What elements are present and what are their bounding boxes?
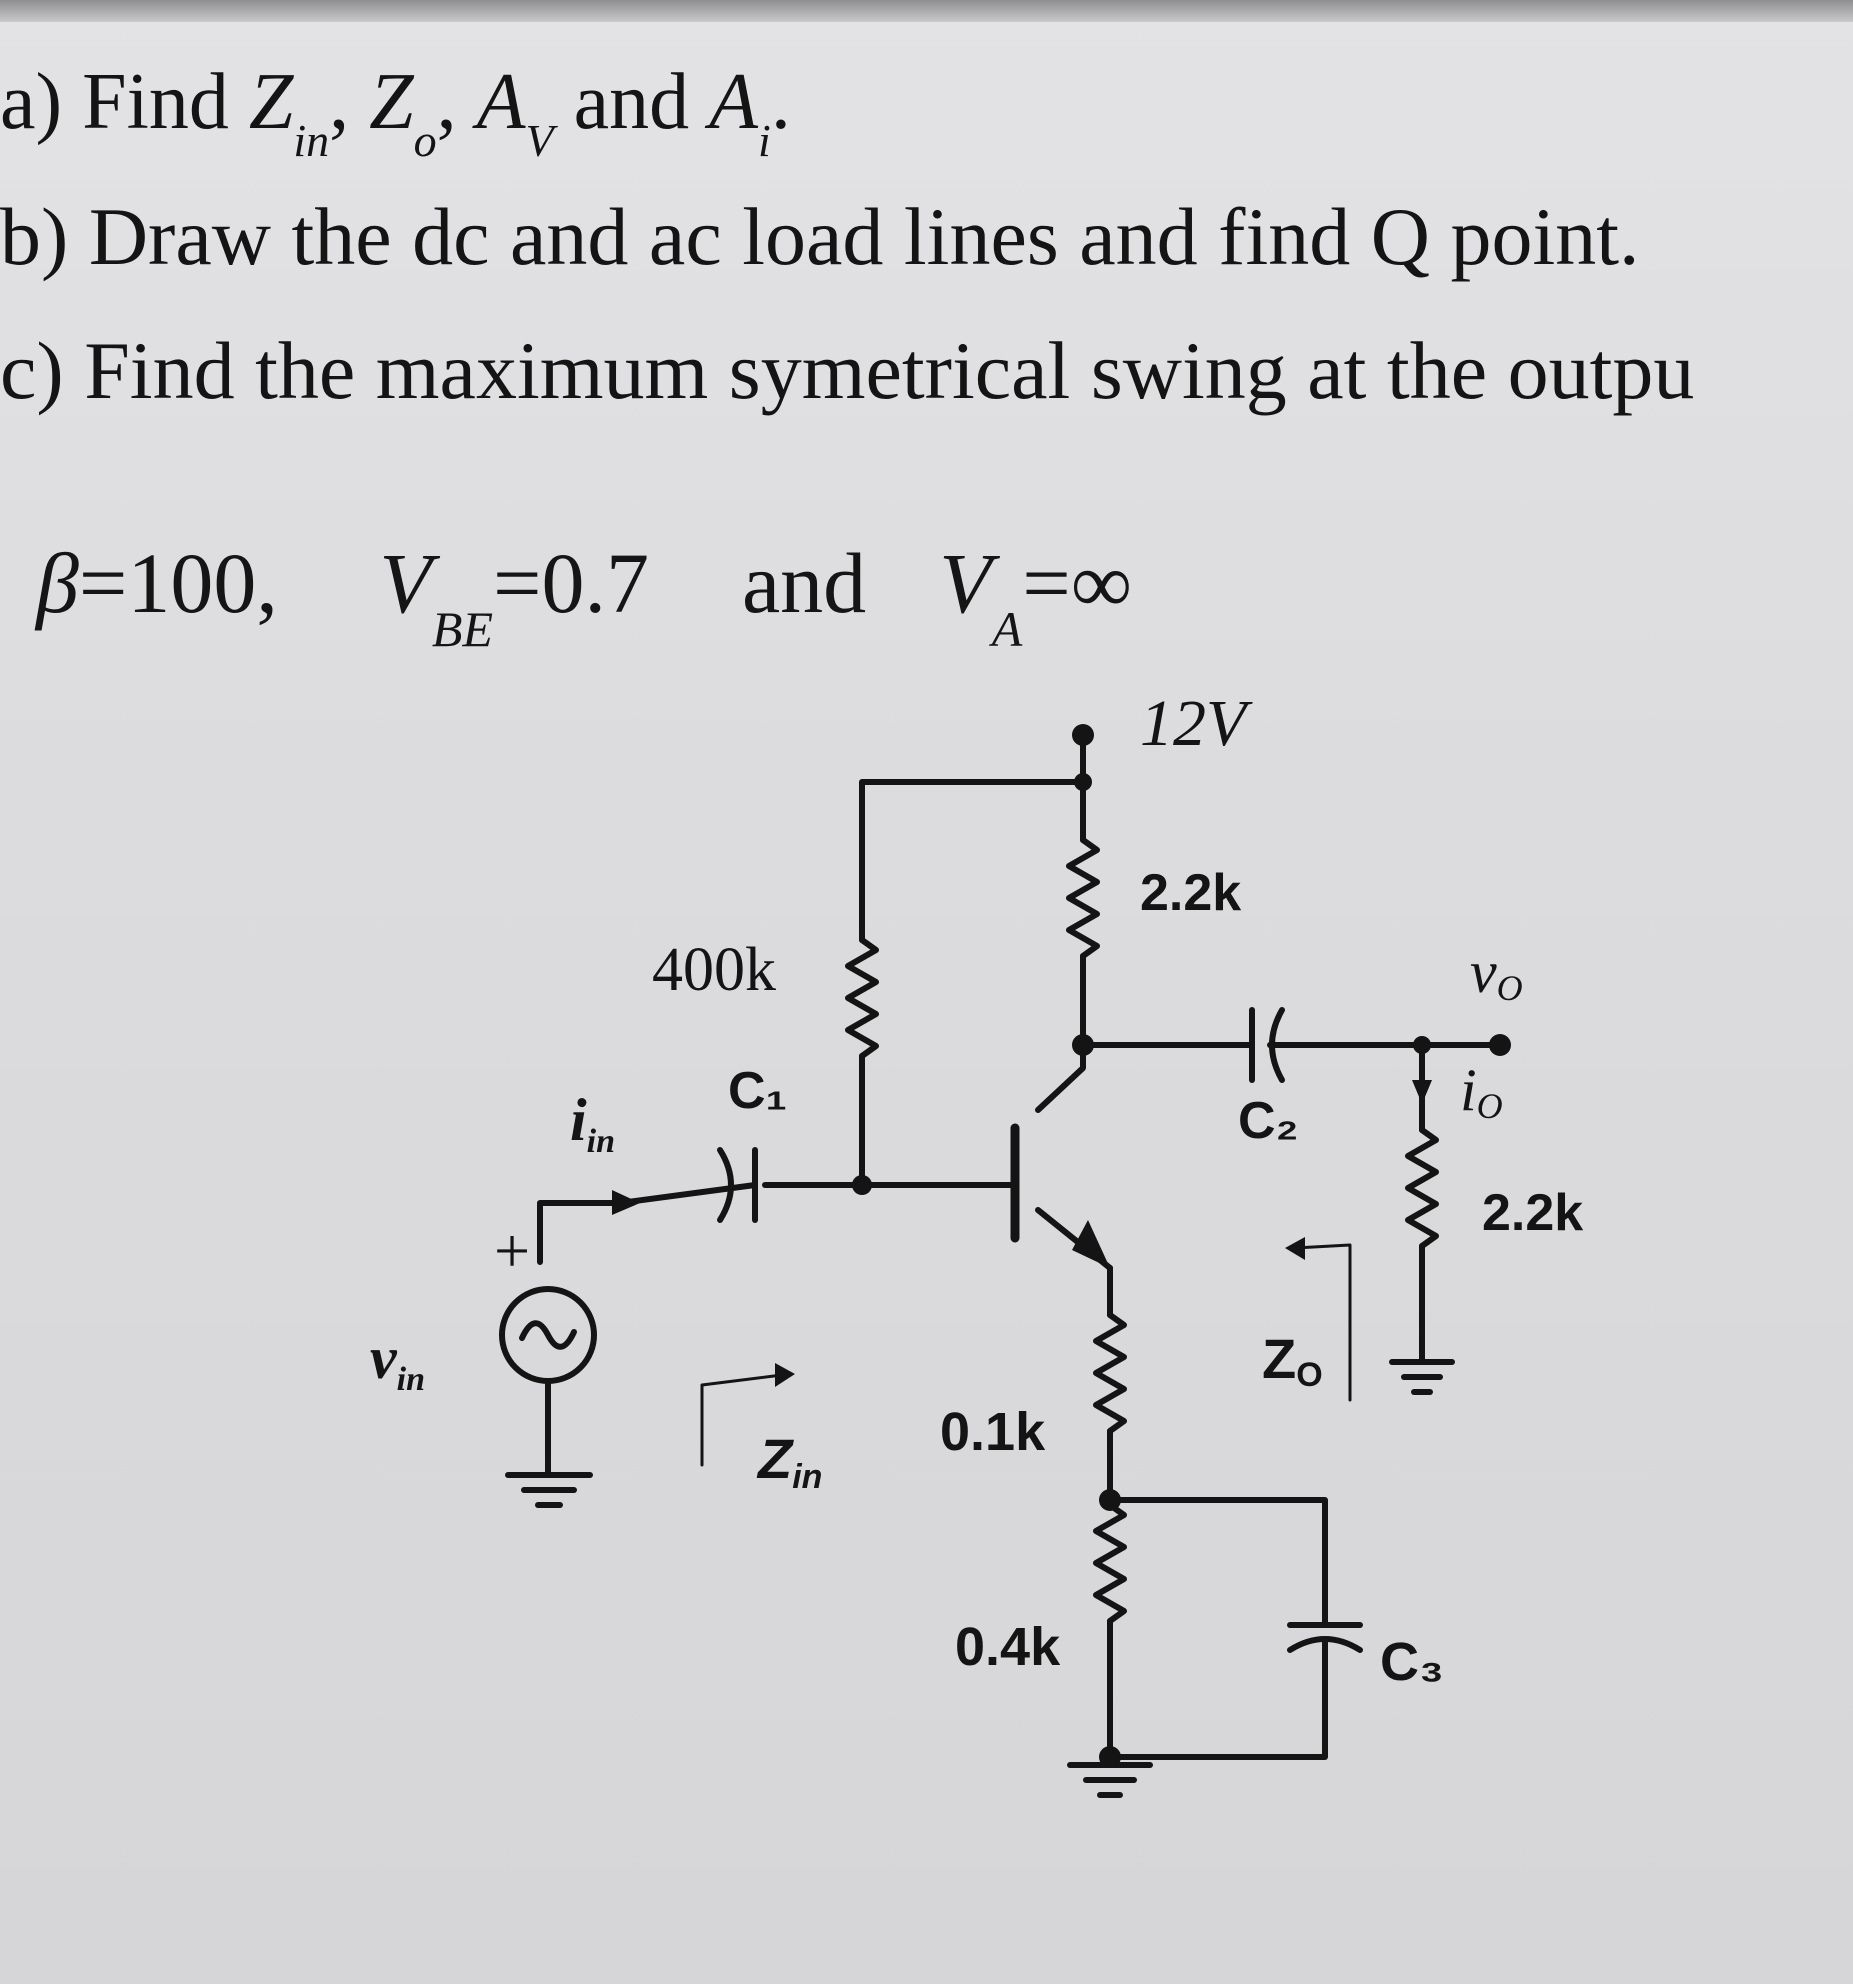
rl-resistor — [1408, 1130, 1436, 1246]
av-subscript: V — [525, 115, 554, 166]
and-word: and — [573, 58, 690, 146]
io-label: iO — [1460, 1057, 1503, 1126]
rl-label: 2.2k — [1482, 1184, 1584, 1242]
c1-plate-left — [720, 1150, 731, 1220]
emitter-arrow — [1072, 1220, 1110, 1268]
zo-subscript: o — [413, 115, 437, 166]
c2-label: C₂ — [1238, 1092, 1299, 1150]
c3-label: C₃ — [1380, 1632, 1444, 1692]
params-and-word: and — [742, 535, 867, 631]
zin-subscript: in — [293, 115, 330, 166]
beta-symbol: β — [36, 535, 79, 631]
junction-collector — [1072, 1034, 1094, 1056]
sep-2: , — [436, 58, 457, 146]
re1-label: 0.1k — [940, 1402, 1046, 1462]
va-symbol: V — [939, 535, 992, 631]
question-b-label: b) — [0, 191, 69, 282]
re2-label: 0.4k — [955, 1617, 1061, 1677]
rc-resistor — [1069, 840, 1097, 956]
zo-symbol: Z — [369, 58, 414, 146]
c1-label: C₁ — [728, 1062, 788, 1120]
junction-top — [1074, 773, 1092, 791]
ai-symbol: A — [709, 58, 759, 146]
c3-top-wire — [1110, 1500, 1325, 1625]
question-a-label: a) — [0, 58, 63, 146]
io-arrow — [1412, 1080, 1432, 1104]
vin-symbol: $v_{in}$ — [370, 1325, 425, 1398]
re2-resistor — [1096, 1505, 1124, 1621]
iin-symbol: $i_{in}$ — [570, 1087, 616, 1160]
zin-label: Zin — [758, 1427, 823, 1496]
end-dot: . — [770, 58, 791, 146]
junction-re — [1099, 1489, 1121, 1511]
question-c-label: c) — [0, 325, 64, 416]
zin-symbol: Z — [248, 58, 294, 146]
beta-value: =100, — [78, 535, 278, 631]
rc-label: 2.2k — [1140, 864, 1242, 922]
junction-base — [852, 1175, 872, 1195]
c3-bottom-wire — [1110, 1640, 1325, 1757]
vbe-subscript: BE — [431, 601, 493, 657]
vo-label: vO — [1470, 939, 1523, 1008]
question-b-text: Draw the dc and ac load lines and find Q point. — [88, 191, 1640, 282]
vo-terminal-dot — [1489, 1034, 1511, 1056]
vbe-symbol: V — [379, 535, 432, 631]
re1-resistor — [1096, 1315, 1124, 1431]
zo-arrow — [1285, 1237, 1305, 1260]
source-plus-label: + — [494, 1215, 531, 1286]
junction-output — [1413, 1036, 1431, 1054]
junction-bottom — [1099, 1746, 1121, 1768]
sep-1: , — [329, 58, 350, 146]
rb-resistor — [848, 940, 876, 1056]
supply-terminal-dot — [1072, 724, 1094, 746]
supply-label: 12V — [1140, 687, 1247, 760]
va-subscript: A — [991, 601, 1023, 657]
top-wire — [862, 782, 1083, 940]
va-value: =∞ — [1022, 535, 1133, 631]
collector-lead — [1038, 1045, 1083, 1110]
rb-label: 400k — [652, 936, 776, 1004]
ai-subscript: i — [758, 115, 771, 166]
zo-label: ZO — [1262, 1327, 1323, 1394]
vbe-value: =0.7 — [493, 535, 650, 631]
zin-arrow — [775, 1363, 795, 1387]
question-a-text: Find — [82, 58, 229, 146]
iin-arrow — [612, 1190, 640, 1215]
input-wire — [540, 1185, 755, 1262]
question-c-text: Find the maximum symetrical swing at the outpu — [84, 325, 1695, 416]
ac-source-wave — [522, 1323, 574, 1347]
av-symbol: A — [476, 58, 526, 146]
